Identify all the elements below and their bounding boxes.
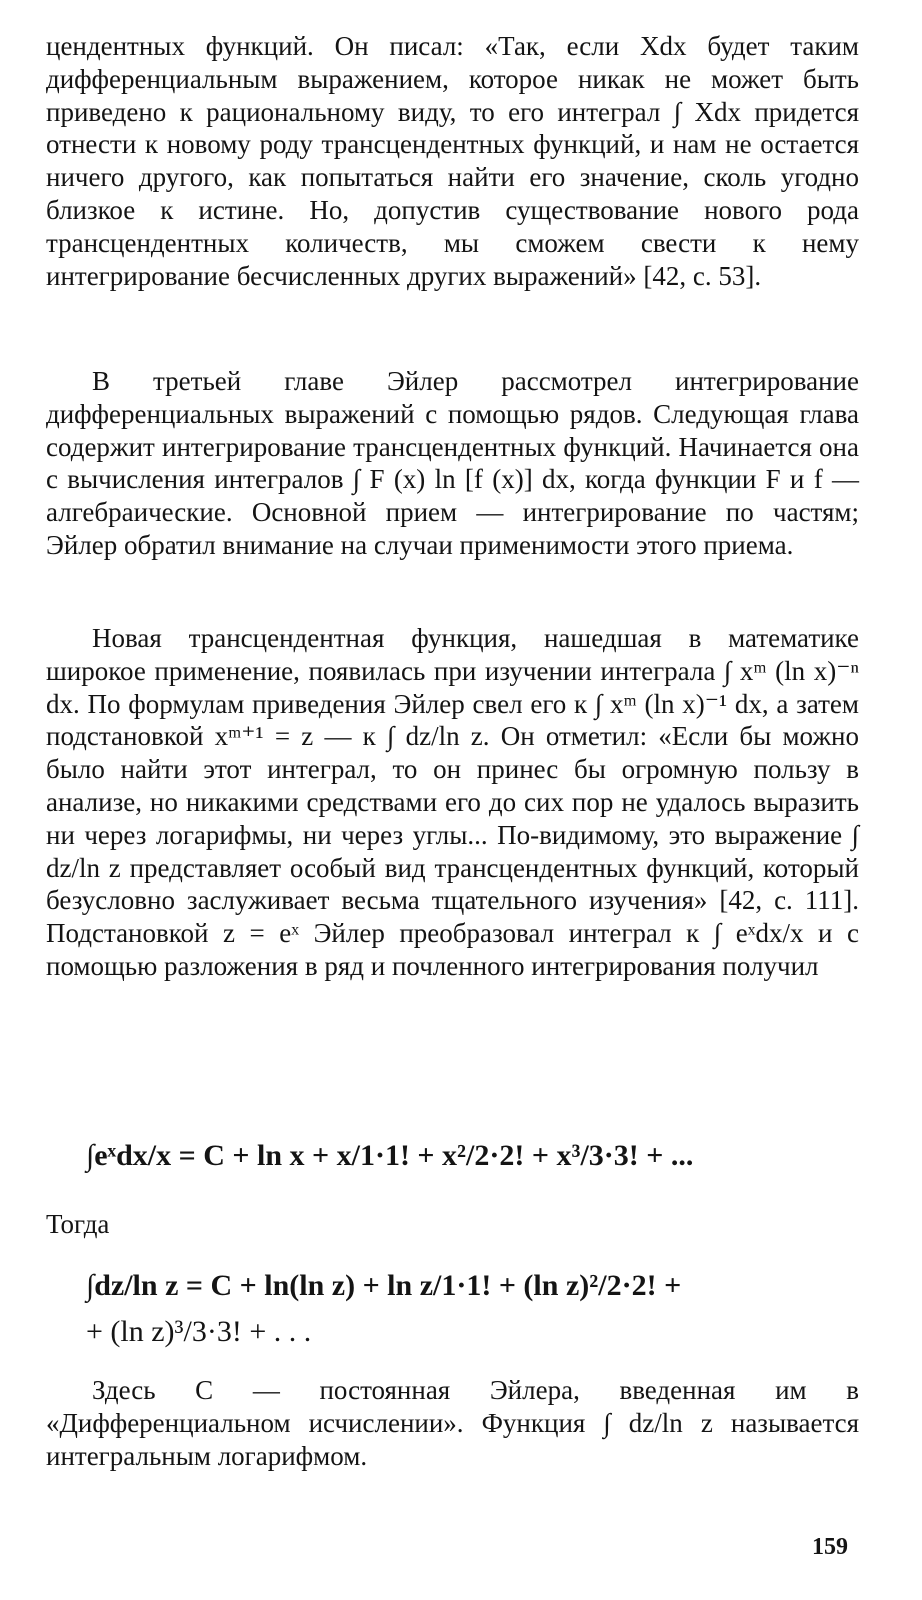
paragraph-4: Здесь C — постоянная Эйлера, введенная им в «Дифференциальном исчислении». Функция ∫ dz/ln z называется интегральным логарифмом. — [46, 1375, 859, 1471]
paragraph-3: Новая трансцендентная функция, нашедшая в математике широкое применение, появилась при изучении интеграла ∫ xᵐ (ln x)⁻ⁿ dx. По формулам приведения Эйлер свел его к ∫ xᵐ (ln x)⁻¹ dx, а затем подстановкой xᵐ⁺¹ = z — к ∫ dz/ln z. Он отметил: «Если бы можно было найти этот интеграл, то он принес бы огромную пользу в анализе, но никакими средствами его до сих пор не удалось выразить ни через логарифмы, ни через углы... По-видимому, это выражение ∫ dz/ln z представляет особый вид трансцендентных функций, который безусловно заслуживает весьма тщательного изучения» [42, с. 111]. Подстановкой z = eˣ Эйлер преобразовал интеграл к ∫ eˣdx/x и с помощью разложения в ряд и почленного интегрирования получил — [46, 623, 859, 981]
paragraph-1: цендентных функций. Он писал: «Так, если Xdx будет таким дифференциальным выражением, которое никак не может быть приведено к рациональному виду, то его интеграл ∫ Xdx придется отнести к новому роду трансцендентных функций, и нам не остается ничего другого, как попытаться найти его значение, сколь угодно близкое к истине. Но, допустив существование нового рода трансцендентных количеств, мы сможем свести к нему интегрирование бесчисленных других выражений» [42, с. 53]. — [46, 31, 859, 291]
formula-exponential-integral: ∫eˣdx/x = C + ln x + x/1·1! + x²/2·2! + x³/3·3! + ... — [86, 1139, 694, 1172]
paragraph-2: В третьей главе Эйлер рассмотрел интегрирование дифференциальных выражений с помощью рядов. Следующая глава содержит интегрирование трансцендентных функций. Начинается она с вычисления интегралов ∫ F (x) ln [f (x)] dx, когда функции F и f — алгебраические. Основной прием — интегрирование по частям; Эйлер обратил внимание на случаи применимости этого приема. — [46, 366, 859, 560]
page-number: 159 — [812, 1534, 848, 1560]
formula-log-integral-line-2: + (ln z)³/3·3! + . . . — [86, 1315, 312, 1348]
formula-log-integral-line-1: ∫dz/ln z = C + ln(ln z) + ln z/1·1! + (ln z)²/2·2! + — [86, 1269, 682, 1302]
tonda-label: Тогда — [46, 1209, 110, 1239]
